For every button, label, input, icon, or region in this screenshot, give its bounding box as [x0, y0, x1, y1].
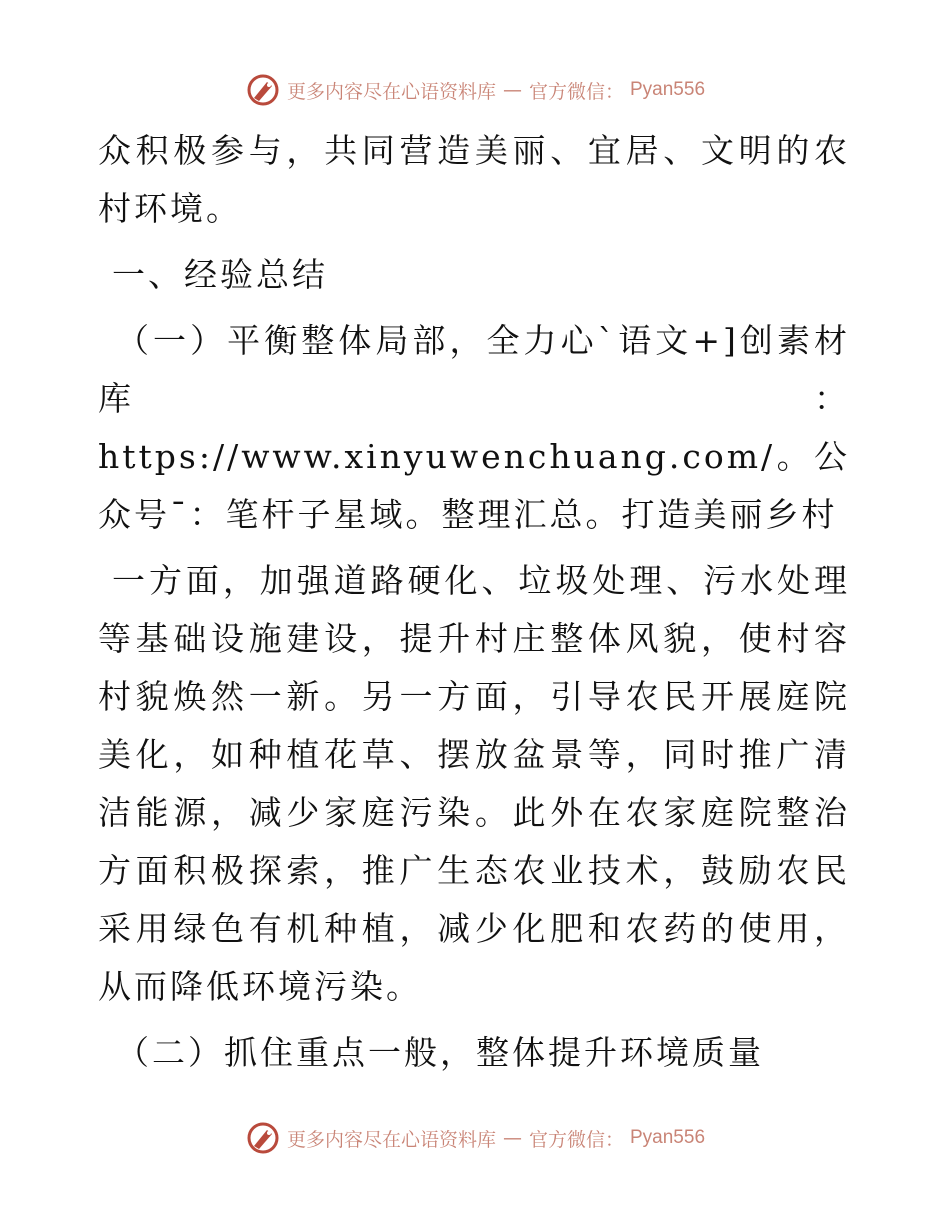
watermark-text: 更多内容尽在心语资料库	[286, 80, 496, 103]
pen-logo-icon	[245, 1120, 281, 1156]
paragraph-continuation: 众积极参与，共同营造美丽、宜居、文明的农村环境。	[98, 131, 850, 228]
watermark-official-label: 官方微信：	[528, 1128, 624, 1151]
watermark-text: 更多内容尽在心语资料库	[286, 1128, 496, 1151]
body-paragraph: 一方面，加强道路硬化、垃圾处理、污水处理等基础设施建设，提升村庄整体风貌，使村容村貌焕然一新。另一方面，引导农民开展庭院美化，如种植花草、摆放盆景等，同时推广清洁能源，减少家庭污染。此外在农家庭院整治方面积极探索，推广生态农业技术，鼓励农民采用绿色有机种植，减少化肥和农药的使用，从而降低环境污染。	[98, 561, 850, 1006]
subsection-heading-2: （二）抓住重点一般，整体提升环境质量	[116, 1033, 764, 1072]
watermark-wechat-id: Pyan556	[630, 1127, 706, 1148]
header-watermark	[0, 70, 950, 110]
pen-logo-icon	[245, 72, 281, 108]
watermark-wechat-id: Pyan556	[630, 79, 706, 100]
watermark-separator: —	[502, 1127, 522, 1149]
subsection-heading-1: （一）平衡整体局部，全力心`语文+]创素材库：https://www.xinyuwenchuang.com/。公众号¯：笔杆子星域。整理汇总。打造美丽乡村	[98, 321, 850, 534]
section-heading: 一、经验总结	[112, 255, 328, 294]
footer-watermark	[0, 1118, 950, 1158]
watermark-separator: —	[502, 79, 522, 101]
document-body	[98, 122, 850, 1082]
watermark-official-label: 官方微信：	[528, 80, 624, 103]
